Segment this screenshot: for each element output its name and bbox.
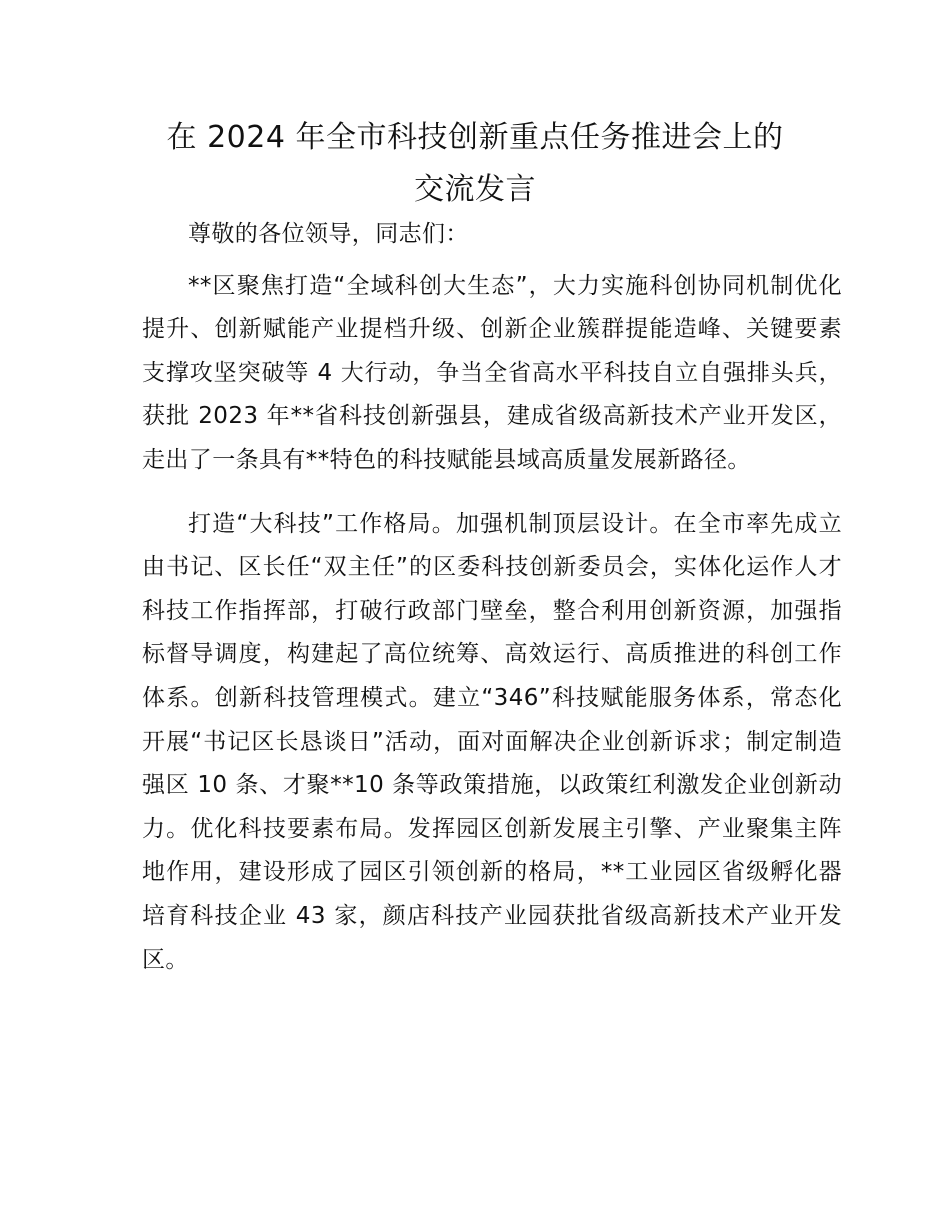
document-body (142, 213, 842, 982)
paragraph-1: **区聚焦打造“全域科创大生态”，大力实施科创协同机制优化提升、创新赋能产业提档升级、创新企业簇群提能造峰、关键要素支撑攻坚突破等 4 大行动，争当全省高水平科技自立自强排头兵，获批 2023 年**省科技创新强县，建成省级高新技术产业开发区，走出了一条具有**特色的科技赋能县域高质量发展新路径。 (142, 272, 842, 473)
title-line-1: 在 2024 年全市科技创新重点任务推进会上的 (166, 120, 784, 155)
paragraph-2: 打造“大科技”工作格局。加强机制顶层设计。在全市率先成立由书记、区长任“双主任”的区委科技创新委员会，实体化运作人才科技工作指挥部，打破行政部门壁垒，整合利用创新资源，加强指标督导调度，构建起了高位统筹、高效运行、高质推进的科创工作体系。创新科技管理模式。建立“346”科技赋能服务体系，常态化开展“书记区长恳谈日”活动，面对面解决企业创新诉求；制定制造强区 10 条、才聚**10 条等政策措施，以政策红利激发企业创新动力。优化科技要素布局。发挥园区创新发展主引擎、产业聚集主阵地作用，建设形成了园区引领创新的格局，**工业园区省级孵化器培育科技企业 43 家，颜店科技产业园获批省级高新技术产业开发区。 (142, 510, 842, 973)
greeting: 尊敬的各位领导，同志们： (188, 221, 469, 247)
title-line-2: 交流发言 (414, 172, 536, 207)
document-title (100, 112, 850, 216)
